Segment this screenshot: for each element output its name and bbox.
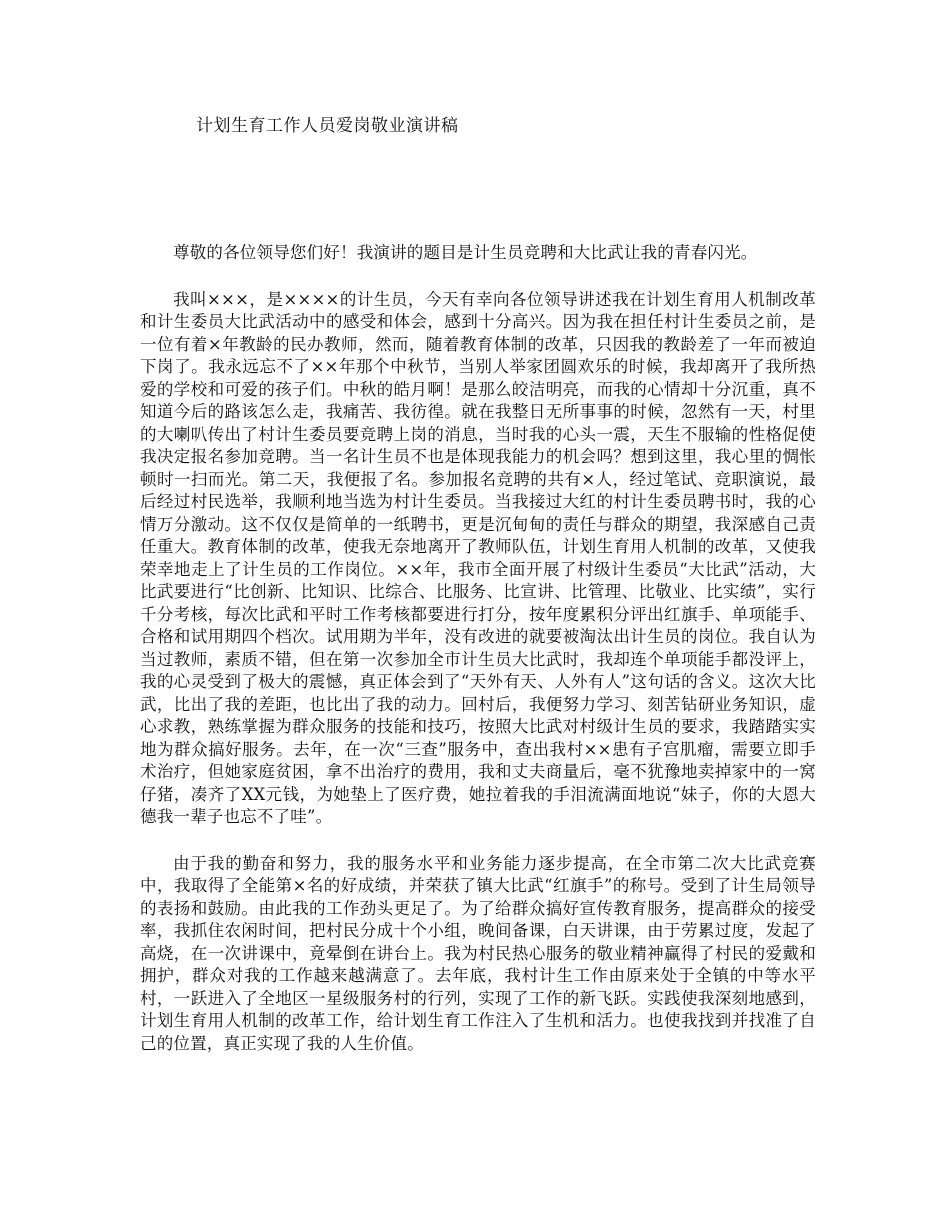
paragraph-story: 我叫×××，是××××的计生员，今天有幸向各位领导讲述我在计划生育用人机制改革和计生委员大比武活动中的感受和体会，感到十分高兴。因为我在担任村计生委员之前，是一位有着×年教龄的民办教师，然而，随着教育体制的改革，只因我的教龄差了一年而被迫下岗了。我永远忘不了××年那个中秋节，当别人举家团圆欢乐的时候，我却离开了我所热爱的学校和可爱的孩子们。中秋的皓月啊！是那么皎洁明亮，而我的心情却十分沉重，真不知道今后的路该怎么走，我痛苦、我彷徨。就在我整日无所事事的时候，忽然有一天，村里的大喇叭传出了村计生委员要竞聘上岗的消息，当时我的心头一震，天生不服输的性格促使我决定报名参加竞聘。当一名计生员不也是体现我能力的机会吗？想到这里，我心里的惆怅顿时一扫而光。第二天，我便报了名。参加报名竞聘的共有×人，经过笔试、竞职演说，最后经过村民选举，我顺利地当选为村计生委员。当我接过大红的村计生委员聘书时，我的心情万分激动。这不仅仅是简单的一纸聘书，更是沉甸甸的责任与群众的期望，我深感自己责任重大。教育体制的改革，使我无奈地离开了教师队伍，计划生育用人机制的改革，又使我荣幸地走上了计生员的工作岗位。××年，我市全面开展了村级计生委员“大比武”活动，大比武要进行“比创新、比知识、比综合、比服务、比宣讲、比管理、比敬业、比实绩”，实行千分考核，每次比武和平时工作考核都要进行打分，按年度累积分评出红旗手、单项能手、合格和试用期四个档次。试用期为半年，没有改进的就要被淘汰出计生员的岗位。我自认为当过教师，素质不错，但在第一次参加全市计生员大比武时，我却连个单项能手都没评上，我的心灵受到了极大的震憾，真正体会到了“天外有天、人外有人”这句话的含义。这次大比武，比出了我的差距，也比出了我的动力。回村后，我便努力学习、刻苦钻研业务知识，虚心求教，熟练掌握为群众服务的技能和技巧，按照大比武对村级计生员的要求，我踏踏实实地为群众搞好服务。去年，在一次“三查”服务中，查出我村××患有子宫肌瘤，需要立即手术治疗，但她家庭贫困，拿不出治疗的费用，我和丈夫商量后，毫不犹豫地卖掉家中的一窝仔猪，凑齐了XX元钱，为她垫上了医疗费，她拉着我的手泪流满面地说“妹子，你的大恩大德我一辈子也忘不了哇”。	[140, 289, 816, 826]
document-body	[140, 242, 816, 1079]
paragraph-greeting: 尊敬的各位领导您们好！我演讲的题目是计生员竞聘和大比武让我的青春闪光。	[173, 243, 758, 262]
document-title: 计划生育工作人员爱岗敬业演讲稿	[196, 116, 459, 136]
paragraph-achievement: 由于我的勤奋和努力，我的服务水平和业务能力逐步提高，在全市第二次大比武竞赛中，我取得了全能第×名的好成绩，并荣获了镇大比武“红旗手”的称号。受到了计生局领导的表扬和鼓励。由此我的工作劲头更足了。为了给群众搞好宣传教育服务，提高群众的接受率，我抓住农闲时间，把村民分成十个小组，晚间备课，白天讲课，由于劳累过度，发起了高烧，在一次讲课中，竟晕倒在讲台上。我为村民热心服务的敬业精神赢得了村民的爱戴和拥护，群众对我的工作越来越满意了。去年底，我村计生工作由原来处于全镇的中等水平村，一跃进入了全地区一星级服务村的行列，实现了工作的新飞跃。实践使我深刻地感到，计划生育用人机制的改革工作，给计划生育工作注入了生机和活力。也使我找到并找准了自己的位置，真正实现了我的人生价值。	[140, 853, 816, 1053]
